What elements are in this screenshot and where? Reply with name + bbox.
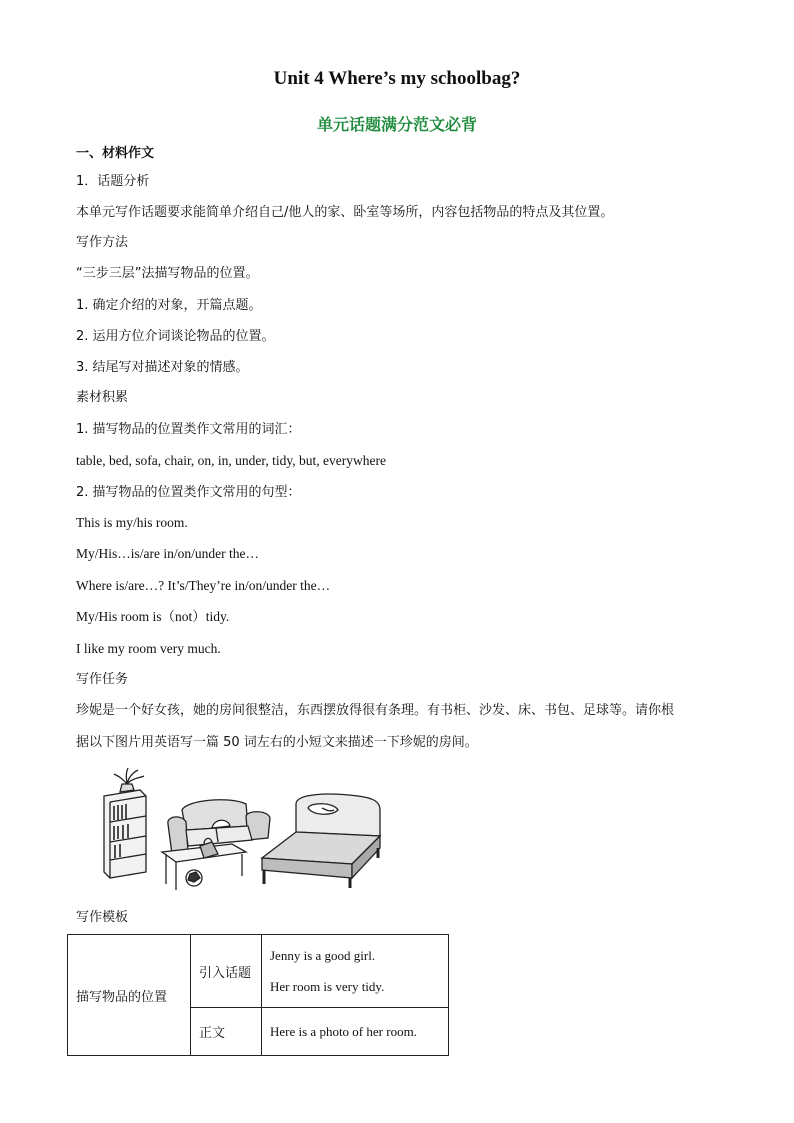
topic-text: 本单元写作话题要求能简单介绍自己/他人的家、卧室等场所，内容包括物品的特点及其位置。 [76,205,614,220]
pattern-2: My/His…is/are in/on/under the… [76,546,259,561]
vocab-text: table, bed, sofa, chair, on, in, under, tidy, but, everywhere [76,453,386,468]
topic-heading: 1．话题分析 [76,174,150,189]
pattern-3: Where is/are…? It’s/They’re in/on/under the… [76,578,331,593]
table-row2-content: Here is a photo of her room. [262,1008,449,1056]
table-row1-line-2: Her room is very tidy. [270,978,385,994]
method-heading: 写作方法 [76,235,129,250]
step-3: 3. 结尾写对描述对象的情感。 [76,360,249,375]
room-illustration [96,766,386,894]
vocab-heading: 1. 描写物品的位置类作文常用的词汇： [76,422,301,437]
step-2: 2. 运用方位介词谈论物品的位置。 [76,329,275,344]
step-1: 1. 确定介绍的对象，开篇点题。 [76,298,262,313]
table-category-cell: 描写物品的位置 [68,935,191,1056]
bed-icon [262,794,380,888]
method-intro: “三步三层”法描写物品的位置。 [76,266,259,281]
material-heading: 素材积累 [76,390,129,405]
bookshelf-icon [104,790,146,878]
table-row2-label: 正文 [191,1008,262,1056]
table-row1-line-1: Jenny is a good girl. [270,947,376,963]
writing-template-table [67,934,449,1056]
table-row1-content [262,935,449,1008]
pattern-heading: 2. 描写物品的位置类作文常用的句型： [76,485,301,500]
pattern-4: My/His room is（not）tidy. [76,609,230,624]
table-row1-label: 引入话题 [191,935,262,1008]
task-heading: 写作任务 [76,672,129,687]
page-title: Unit 4 Where’s my schoolbag? [273,68,521,89]
page-subtitle: 单元话题满分范文必背 [316,115,477,134]
task-line-1: 珍妮是一个好女孩，她的房间很整洁，东西摆放得很有条理。有书柜、沙发、床、书包、足球等。请你根 [76,703,675,718]
pattern-5: I like my room very much. [76,641,221,656]
template-heading: 写作模板 [76,910,129,925]
pattern-1: This is my/his room. [76,515,188,530]
task-line-2: 据以下图片用英语写一篇 50 词左右的小短文来描述一下珍妮的房间。 [76,735,478,750]
plant-icon [114,768,144,792]
section-heading: 一、材料作文 [76,146,155,161]
